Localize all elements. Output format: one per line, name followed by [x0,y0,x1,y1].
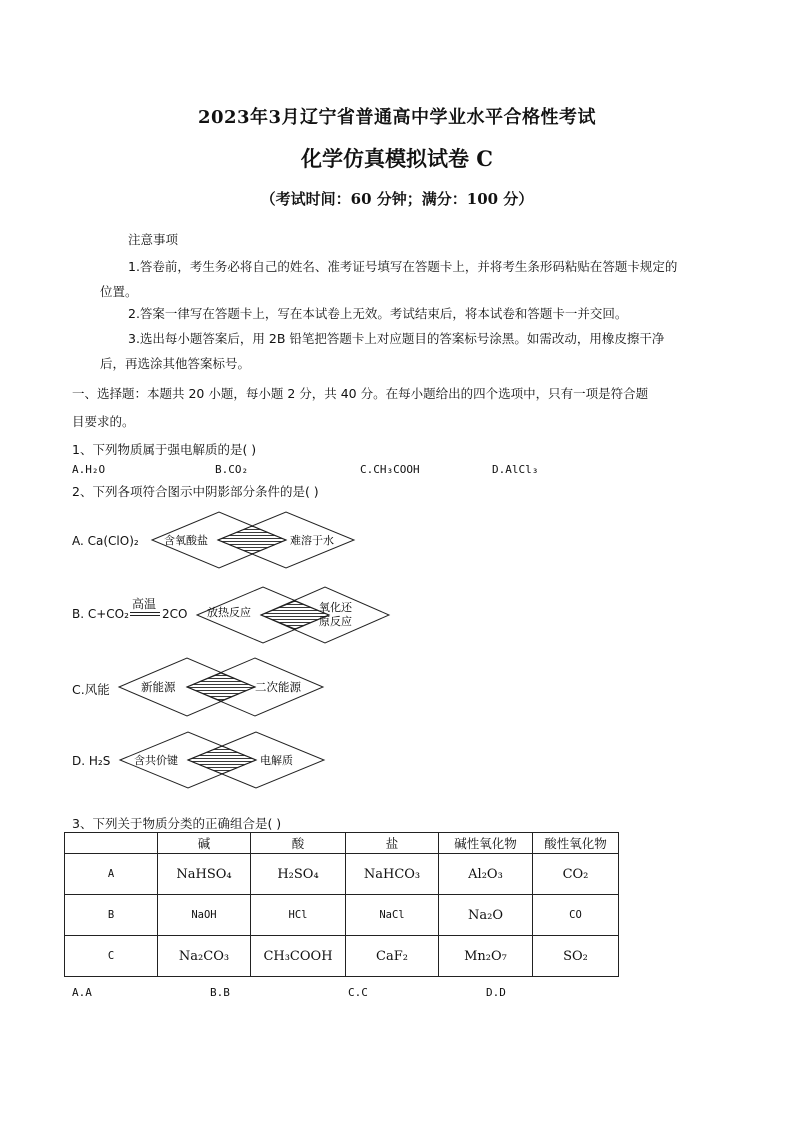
notes-heading: 注意事项 [128,232,179,247]
reaction-arrow-line-2 [130,615,160,616]
q2-option-b-label: B. C+CO₂ [72,607,129,621]
q2-option-b-venn-diagram [195,585,395,645]
table-cell: CaF₂ [346,936,439,977]
table-row [65,895,619,936]
table-cell: NaOH [158,895,251,936]
table-header-row [65,833,619,854]
table-cell: NaHSO₄ [158,854,251,895]
table-cell: A [65,854,158,895]
table-cell: HCl [251,895,346,936]
section-instruction-cont: 目要求的。 [72,414,135,429]
table-header: 酸 [251,833,346,854]
q2-option-c-label: C.风能 [72,682,110,697]
table-cell: NaCl [346,895,439,936]
q3-option-a: A.A [72,986,92,999]
shaded-intersection [218,526,286,554]
table-cell: Al₂O₃ [439,854,533,895]
table-cell: NaHCO₃ [346,854,439,895]
note-3-cont: 后，再选涂其他答案标号。 [100,356,251,371]
question-3-stem: 3、下列关于物质分类的正确组合是( ) [72,816,282,831]
table-cell: Na₂O [439,895,533,936]
table-row [65,854,619,895]
table-cell: CO₂ [533,854,619,895]
question-1-stem: 1、下列物质属于强电解质的是( ) [72,442,257,457]
q3-option-c: C.C [348,986,368,999]
table-header: 酸性氧化物 [533,833,619,854]
diamond-left-text: 含氧酸盐 [164,534,208,547]
diamond-right-text: 电解质 [260,754,293,767]
diamond-right-text: 二次能源 [255,680,301,694]
q3-option-d: D.D [486,986,506,999]
table-cell: Na₂CO₃ [158,936,251,977]
q1-option-d: D.AlCl₃ [492,463,539,476]
table-header: 碱性氧化物 [439,833,533,854]
section-instruction: 一、选择题：本题共 20 小题，每小题 2 分，共 40 分。在每小题给出的四个选项中，只有一项是符合题 [72,386,649,401]
diamond-right-text: 难溶于水 [290,534,334,547]
table-header: 盐 [346,833,439,854]
table-cell: SO₂ [533,936,619,977]
diamond-right-text-1: 氧化还 [319,601,352,614]
table-row [65,936,619,977]
q2-option-d-label: D. H₂S [72,754,111,768]
table-cell: B [65,895,158,936]
question-2-stem: 2、下列各项符合图示中阴影部分条件的是( ) [72,484,319,499]
note-1: 1.答卷前，考生务必将自己的姓名、准考证号填写在答题卡上，并将考生条形码粘贴在答题卡规定的 [128,259,678,274]
table-header [65,833,158,854]
table-cell: CH₃COOH [251,936,346,977]
q1-option-c: C.CH₃COOH [360,463,420,476]
diamond-left-text: 新能源 [141,680,176,694]
reaction-arrow-line [130,612,160,613]
note-1-cont: 位置。 [100,284,138,299]
note-2: 2.答案一律写在答题卡上，写在本试卷上无效。考试结束后，将本试卷和答题卡一并交回。 [128,306,628,321]
q2-option-a-venn-diagram [150,510,360,570]
diamond-right-text-2: 原反应 [319,615,352,628]
q2-option-b-condition: 高温 [132,597,157,611]
q1-option-a: A.H₂O [72,463,106,476]
classification-table [64,832,619,977]
q3-option-b: B.B [210,986,230,999]
diamond-left-text: 放热反应 [207,606,251,619]
paper-title: 化学仿真模拟试卷 C [300,146,494,171]
q2-option-a-label: A. Ca(ClO)₂ [72,534,139,548]
q2-option-d-venn-diagram [118,730,328,790]
exam-info: （考试时间：60 分钟；满分：100 分） [260,190,534,208]
q2-option-c-venn-diagram [117,656,327,718]
diamond-left-text: 含共价键 [134,754,178,767]
table-header: 碱 [158,833,251,854]
q1-option-b: B.CO₂ [215,463,249,476]
q2-option-b-product: 2CO [162,607,188,621]
note-3: 3.选出每小题答案后，用 2B 铅笔把答题卡上对应题目的答案标号涂黑。如需改动，用橡皮擦干净 [128,331,665,346]
table-cell: Mn₂O₇ [439,936,533,977]
table-cell: H₂SO₄ [251,854,346,895]
table-cell: CO [533,895,619,936]
exam-title: 2023年3月辽宁省普通高中学业水平合格性考试 [197,107,597,128]
table-cell: C [65,936,158,977]
